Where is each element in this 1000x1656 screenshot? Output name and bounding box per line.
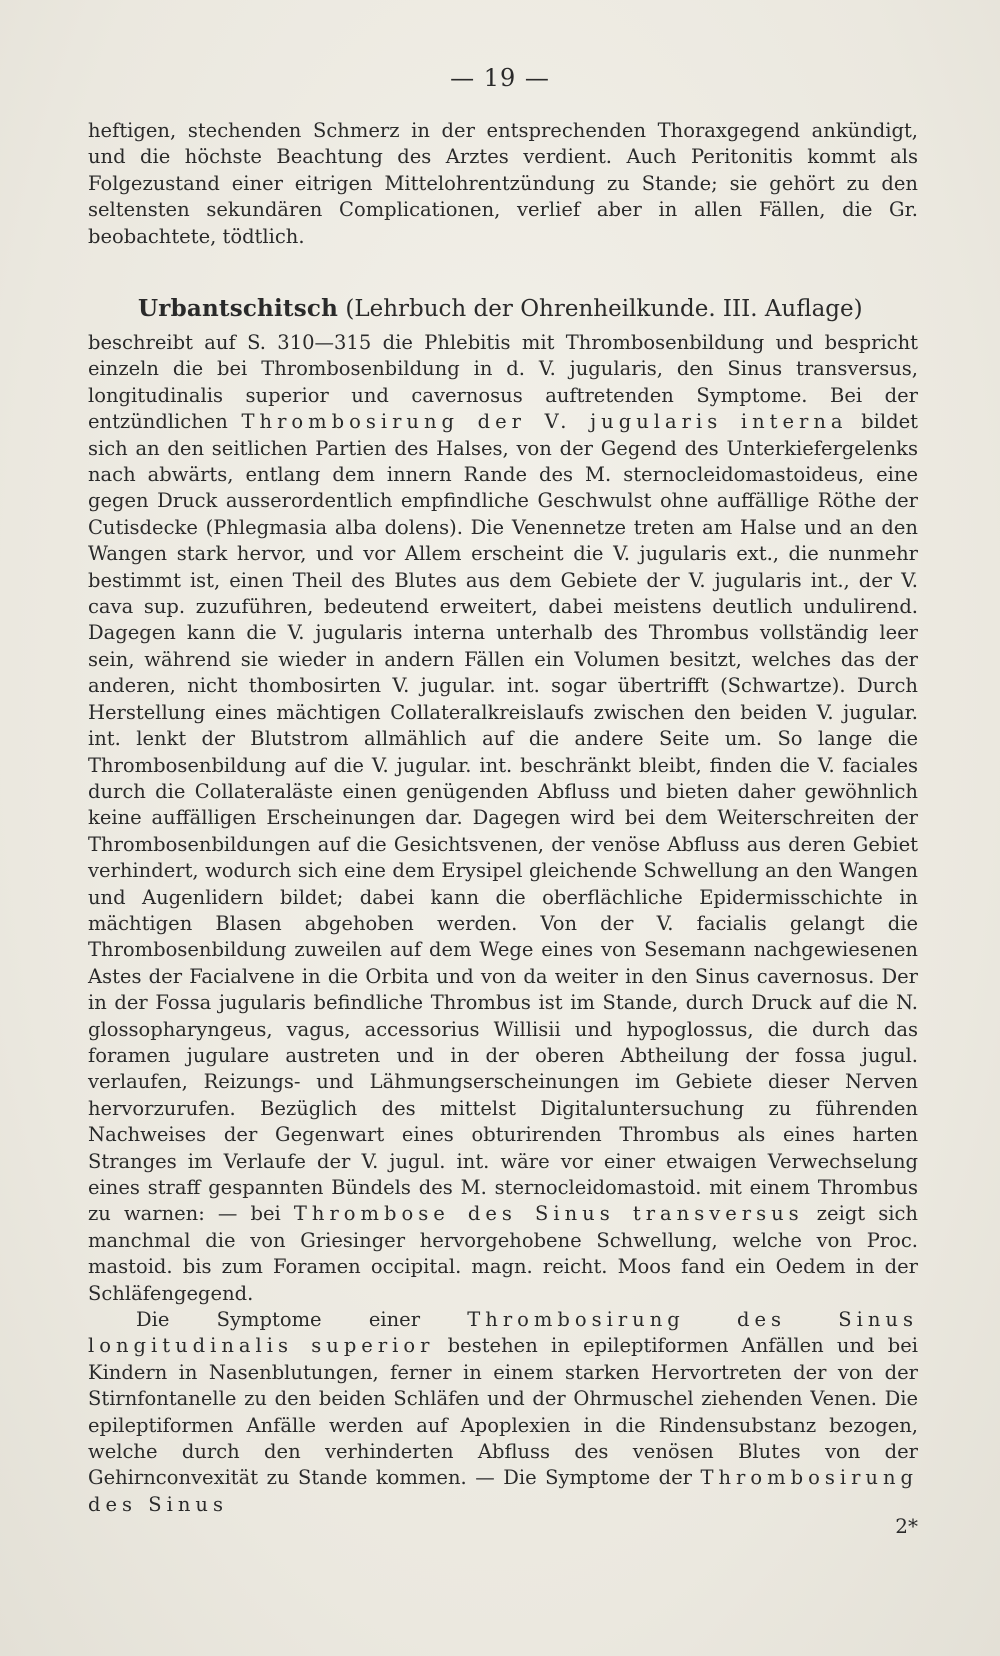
page-number: — 19 — <box>450 64 550 92</box>
body-text-block <box>88 330 918 1518</box>
signature-mark: 2* <box>895 1514 918 1538</box>
last-paragraph-emphasis-1: Thrombosirung des Sinus longitudinalis superior <box>88 1308 918 1358</box>
intro-paragraph: heftigen, stechenden Schmerz in der entsprechenden Thoraxgegend ankündigt, und die höchste Beachtung des Arztes verdient. Auch Peritonitis kommt als Folgezustand einer eitrigen Mittelohrentzündung zu Stande; sie gehört zu den seltensten sekundären Complicationen, verlief aber in allen Fällen, die Gr. beobachtete, tödtlich. <box>88 119 918 248</box>
last-paragraph-text-2: bestehen in epileptiformen Anfällen und bei Kindern in Nasenblutungen, ferner in einem starken Hervortreten der von der Stirnfontanelle zu den beiden Schläfen und der Ohrmuschel ziehenden Venen. Die epileptiformen Anfälle werden auf Apoplexien in die Rindensubstanz bezogen, welche durch den verhinderten Abfluss des venösen Blutes von der Gehirnconvexität zu Stande kommen. — Die Symptome der <box>88 1334 918 1490</box>
last-paragraph-emphasis-2: Thrombosirung des Sinus <box>88 1466 918 1516</box>
main-paragraph-emphasis-2: Thrombose des Sinus transversus <box>293 1202 804 1226</box>
intro-paragraph-block <box>88 118 918 250</box>
main-paragraph <box>88 330 918 1307</box>
last-paragraph <box>88 1307 918 1518</box>
main-paragraph-emphasis-1: Thrombosirung der V. jugularis interna <box>241 410 848 434</box>
main-paragraph-text-1: beschreibt auf S. 310—315 die Phlebitis mit Thrombosenbildung und bespricht einzeln die bei Thrombosenbildung in d. V. jugularis, den Sinus transversus, longitudinalis superior und cavernosus auftretenden Symptome. Bei der entzündlichen <box>88 331 918 434</box>
main-paragraph-text-3: zeigt sich manchmal die von Griesinger hervorgehobene Schwellung, welche von Proc. mastoid. bis zum Foramen occipital. magn. reicht. Moos fand ein Oedem in der Schläfengegend. <box>88 1202 918 1305</box>
last-paragraph-text-1: Die Symptome einer <box>136 1308 468 1332</box>
heading-title: (Lehrbuch der Ohrenheilkunde. III. Auflage) <box>345 296 863 322</box>
main-paragraph-text-2: bildet sich an den seitlichen Partien des Halses, von der Gegend des Unterkiefergelenks nach abwärts, entlang dem innern Rande des M. sternocleidomastoideus, eine gegen Druck ausserordentlich empfindliche Geschwulst ohne auffällige Röthe der Cutisdecke (Phlegmasia alba dolens). Die Venennetze treten am Halse und an den Wangen stark hervor, und vor Allem erscheint die V. jugularis ext., die nunmehr bestimmt ist, einen Theil des Blutes aus dem Gebiete der V. jugularis int., der V. cava sup. zuzuführen, bedeutend erweitert, dabei meistens deutlich undulirend. Dagegen kann die V. jugularis interna unterhalb des Thrombus vollständig leer sein, während sie wieder in andern Fällen ein Volumen besitzt, welches das der anderen, nicht thombosirten V. jugular. int. sogar übertrifft (Schwartze). Durch Herstellung eines mächtigen Collateralkreislaufs zwischen den beiden V. jugular. int. lenkt der Blutstrom allmählich auf die andere Seite um. So lange die Thrombosenbildung auf die V. jugular. int. beschränkt bleibt, finden die V. faciales durch die Collateraläste einen genügenden Abfluss und bieten daher gewöhnlich keine auffälligen Erscheinungen dar. Dagegen wird bei dem Weiterschreiten der Thrombosenbildungen auf die Gesichtsvenen, der venöse Abfluss aus deren Gebiet verhindert, wodurch sich eine dem Erysipel gleichende Schwellung an den Wangen und Augenlidern bildet; dabei kann die oberflächliche Epidermisschichte in mächtigen Blasen abgehoben werden. Von der V. facialis gelangt die Thrombosenbildung zuweilen auf dem Wege eines von Sesemann nachgewiesenen Astes der Facialvene in die Orbita und von da weiter in den Sinus cavernosus. Der in der Fossa jugularis befindliche Thrombus ist im Stande, durch Druck auf die N. glossopharyngeus, vagus, accessorius Willisii und hypoglossus, die durch das foramen jugulare austreten und in der oberen Abtheilung der fossa jugul. verlaufen, Reizungs- und Lähmungserscheinungen im Gebiete dieser Nerven hervorzurufen. Bezüglich des mittelst Digitaluntersuchung zu führenden Nachweises der Gegenwart eines obturirenden Thrombus als eines harten Stranges im Verlaufe der V. jugul. int. wäre vor einer etwaigen Verwechselung eines straff gespannten Bündels des M. sternocleidomastoid. mit einem Thrombus zu warnen: — bei <box>88 410 918 1226</box>
heading-author: Urbantschitsch <box>138 295 339 322</box>
section-heading <box>138 294 918 324</box>
